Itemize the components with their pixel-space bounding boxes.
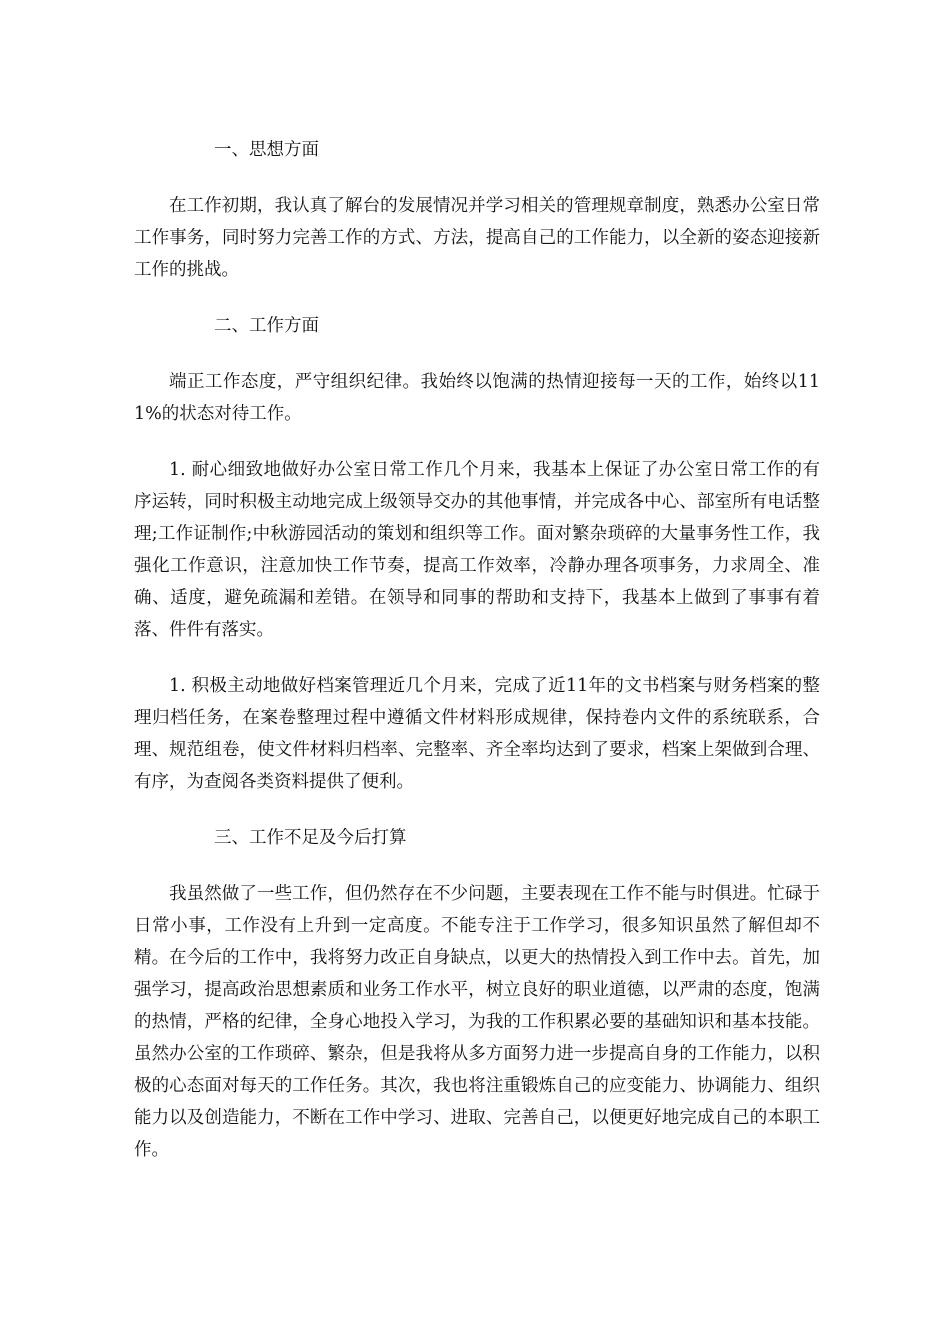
paragraph-archive-management: 1. 积极主动地做好档案管理近几个月来，完成了近11年的文书档案与财务档案的整理归档任务，在案卷整理过程中遵循文件材料形成规律，保持卷内文件的系统联系，合理、规范组卷，使文件材料归档率、完整率、齐全率均达到了要求，档案上架做到合理、有序，为查阅各类资料提供了便利。 — [134, 676, 820, 792]
section-heading-2: 二、工作方面 — [214, 316, 319, 336]
paragraph-ideology: 在工作初期，我认真了解台的发展情况并学习相关的管理规章制度，熟悉办公室日常工作事务，同时努力完善工作的方式、方法，提高自己的工作能力，以全新的姿态迎接新工作的挑战。 — [134, 196, 820, 280]
section-heading-3: 三、工作不足及今后打算 — [214, 828, 407, 848]
document-body — [134, 134, 820, 1190]
section-heading-1: 一、思想方面 — [214, 140, 319, 160]
paragraph-shortcomings-plans: 我虽然做了一些工作，但仍然存在不少问题，主要表现在工作不能与时俱进。忙碌于日常小事，工作没有上升到一定高度。不能专注于工作学习，很多知识虽然了解但却不精。在今后的工作中，我将努力改正自身缺点，以更大的热情投入到工作中去。首先，加强学习，提高政治思想素质和业务工作水平，树立良好的职业道德，以严肃的态度，饱满的热情，严格的纪律，全身心地投入学习，为我的工作积累必要的基础知识和基本技能。虽然办公室的工作琐碎、繁杂，但是我将从多方面努力进一步提高自身的工作能力，以积极的心态面对每天的工作任务。其次，我也将注重锻炼自己的应变能力、协调能力、组织能力以及创造能力，不断在工作中学习、进取、完善自己，以便更好地完成自己的本职工作。 — [134, 884, 820, 1160]
paragraph-work-attitude: 端正工作态度，严守组织纪律。我始终以饱满的热情迎接每一天的工作，始终以111%的状态对待工作。 — [134, 372, 820, 424]
paragraph-office-work: 1. 耐心细致地做好办公室日常工作几个月来，我基本上保证了办公室日常工作的有序运转，同时积极主动地完成上级领导交办的其他事情，并完成各中心、部室所有电话整理;工作证制作;中秋游园活动的策划和组织等工作。面对繁杂琐碎的大量事务性工作，我强化工作意识，注意加快工作节奏，提高工作效率，冷静办理各项事务，力求周全、准确、适度，避免疏漏和差错。在领导和同事的帮助和支持下，我基本上做到了事事有着落、件件有落实。 — [134, 460, 820, 640]
